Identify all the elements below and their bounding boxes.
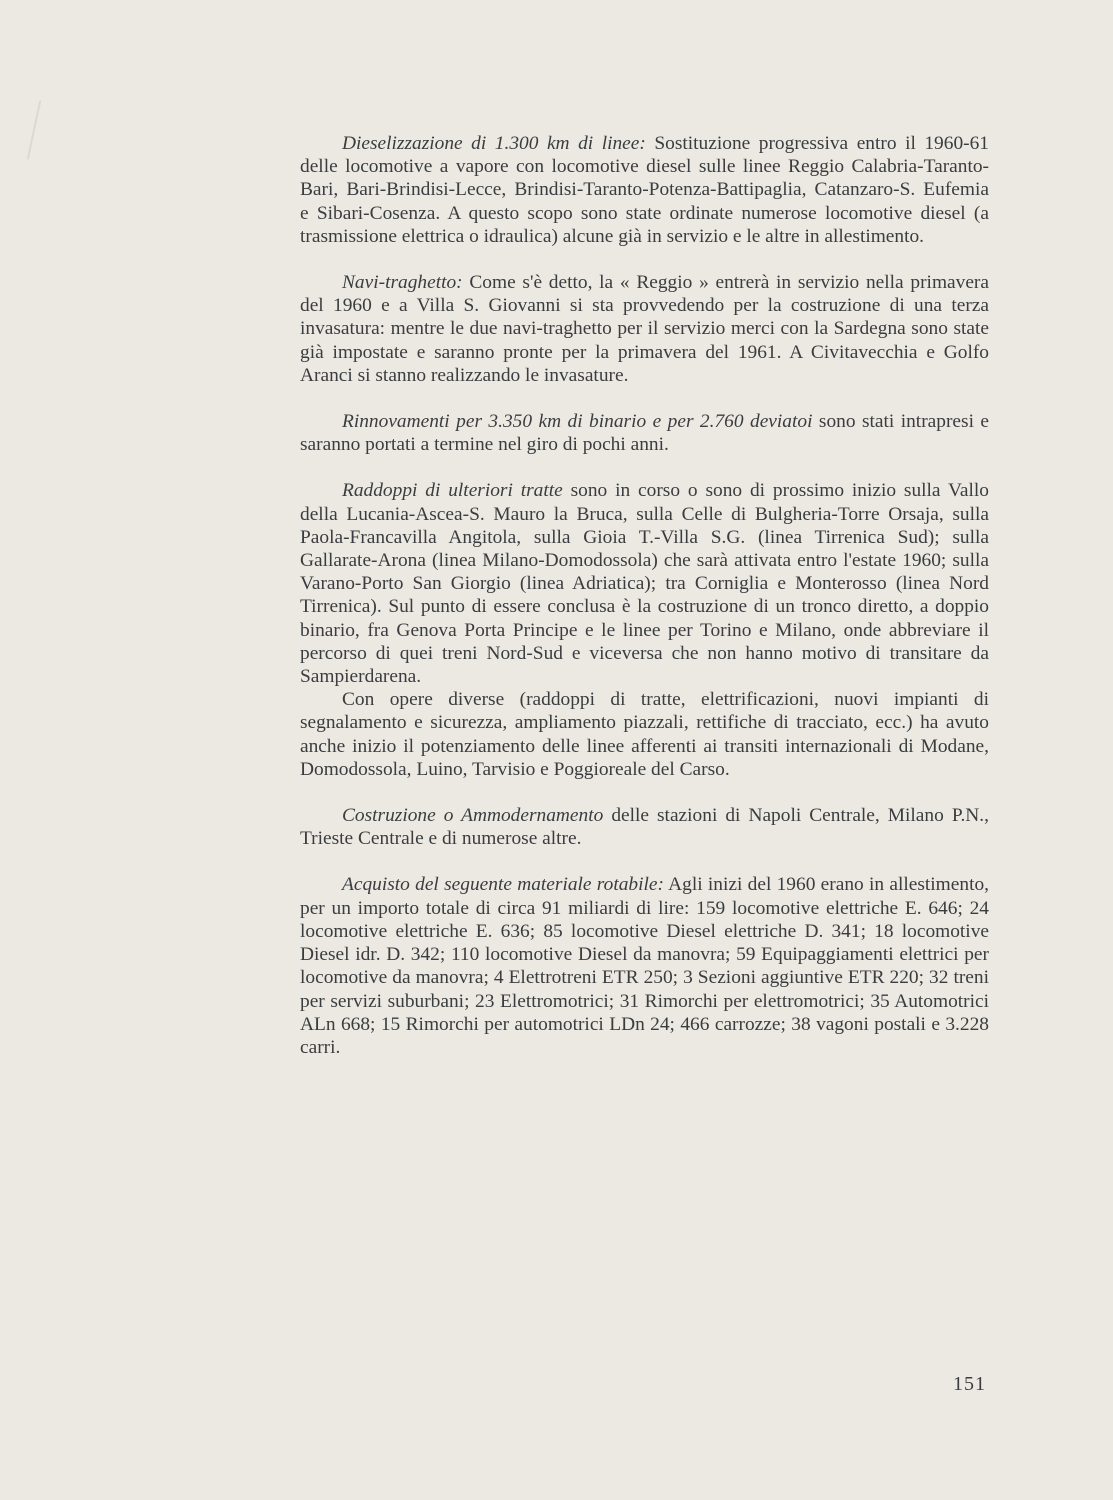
paragraph-dieselizzazione (300, 132, 989, 248)
paragraph-body: Agli inizi del 1960 erano in allestimento, per un importo totale di circa 91 miliardi di lire: 159 locomotive elettriche E. 646; 24 locomotive elettriche E. 636; 85 locomotive Diesel elettriche D. 341; 18 locomotive Diesel idr. D. 342; 110 locomotive Diesel da manovra; 59 Equipaggiamenti elettrici per locomotive da manovra; 4 Elettrotreni ETR 250; 3 Sezioni aggiuntive ETR 220; 32 treni per servizi suburbani; 23 Elettromotrici; 31 Rimorchi per elettromotrici; 35 Automotrici ALn 668; 15 Rimorchi per automotrici LDn 24; 466 carrozze; 38 vagoni postali e 3.228 carri. (300, 874, 989, 1058)
paragraph-body: Sostituzione progressiva entro il 1960-61 delle locomotive a vapore con locomotive diesel sulle linee Reggio Calabria-Taranto-Bari, Bari-Brindisi-Lecce, Brindisi-Taranto-Potenza-Battipaglia, Catanzaro-S. Eufemia e Sibari-Cosenza. A questo scopo sono state ordinate numerose locomotive diesel (a trasmissione elettrica o idraulica) alcune già in servizio e le altre in allestimento. (300, 133, 989, 247)
paragraph-costruzione (300, 804, 989, 850)
paragraph-body: delle stazioni di Napoli Centrale, Milano P.N., Trieste Centrale e di numerose altre. (300, 805, 989, 850)
paragraph-lead: Dieselizzazione di 1.300 km di linee: (342, 133, 646, 154)
paragraph-lead: Costruzione o Ammodernamento (342, 805, 604, 827)
paragraph-lead: Raddoppi di ulteriori tratte (342, 480, 563, 502)
paragraph-raddoppi (300, 479, 989, 688)
paragraph-opere-diverse (300, 688, 989, 781)
paragraph-body: Come s'è detto, la « Reggio » entrerà in servizio nella primavera del 1960 e a Villa S. Giovanni si sta provvedendo per la costruzione di una terza invasatura: mentre le due navi-traghetto per il servizio merci con la Sardegna sono state già impostate e saranno pronte per la primavera del 1961. A Civitavecchia e Golfo Aranci si stanno realizzando le invasature. (300, 272, 989, 386)
page-number: 151 (953, 1373, 986, 1395)
body-text (300, 132, 989, 1059)
paragraph-body: sono in corso o sono di prossimo inizio sulla Vallo della Lucania-Ascea-S. Mauro la Bruca, sulla Celle di Bulgheria-Torre Orsaja, sulla Paola-Francavilla Angitola, sulla Gioia T.-Villa S.G. (linea Tirrenica Sud); sulla Gallarate-Arona (linea Milano-Domodossola) che sarà attivata entro l'estate 1960; sulla Varano-Porto San Giorgio (linea Adriatica); tra Corniglia e Monterosso (linea Nord Tirrenica). Sul punto di essere conclusa è la costruzione di un tronco diretto, a doppio binario, fra Genova Porta Principe e le linee per Torino e Milano, onde abbreviare il percorso di quei treni Nord-Sud e viceversa che non hanno motivo di transitare da Sampierdarena. (300, 480, 989, 688)
paragraph-lead: Acquisto del seguente materiale rotabile: (342, 874, 664, 896)
paragraph-acquisto (300, 873, 989, 1059)
paragraph-body: sono stati intrapresi e saranno portati a termine nel giro di pochi anni. (300, 411, 989, 456)
page-edge-mark (27, 100, 41, 159)
paragraph-body: Con opere diverse (raddoppi di tratte, elettrificazioni, nuovi impianti di segnalamento e sicurezza, ampliamento piazzali, rettifiche di tracciato, ecc.) ha avuto anche inizio il potenziamento delle linee afferenti ai transiti internazionali di Modane, Domodossola, Luino, Tarvisio e Poggioreale del Carso. (300, 689, 989, 780)
paragraph-lead: Rinnovamenti per 3.350 km di binario e per 2.760 deviatoi (342, 411, 813, 433)
paragraph-navi-traghetto (300, 271, 989, 387)
paragraph-rinnovamenti (300, 410, 989, 456)
paragraph-lead: Navi-traghetto: (342, 272, 463, 294)
